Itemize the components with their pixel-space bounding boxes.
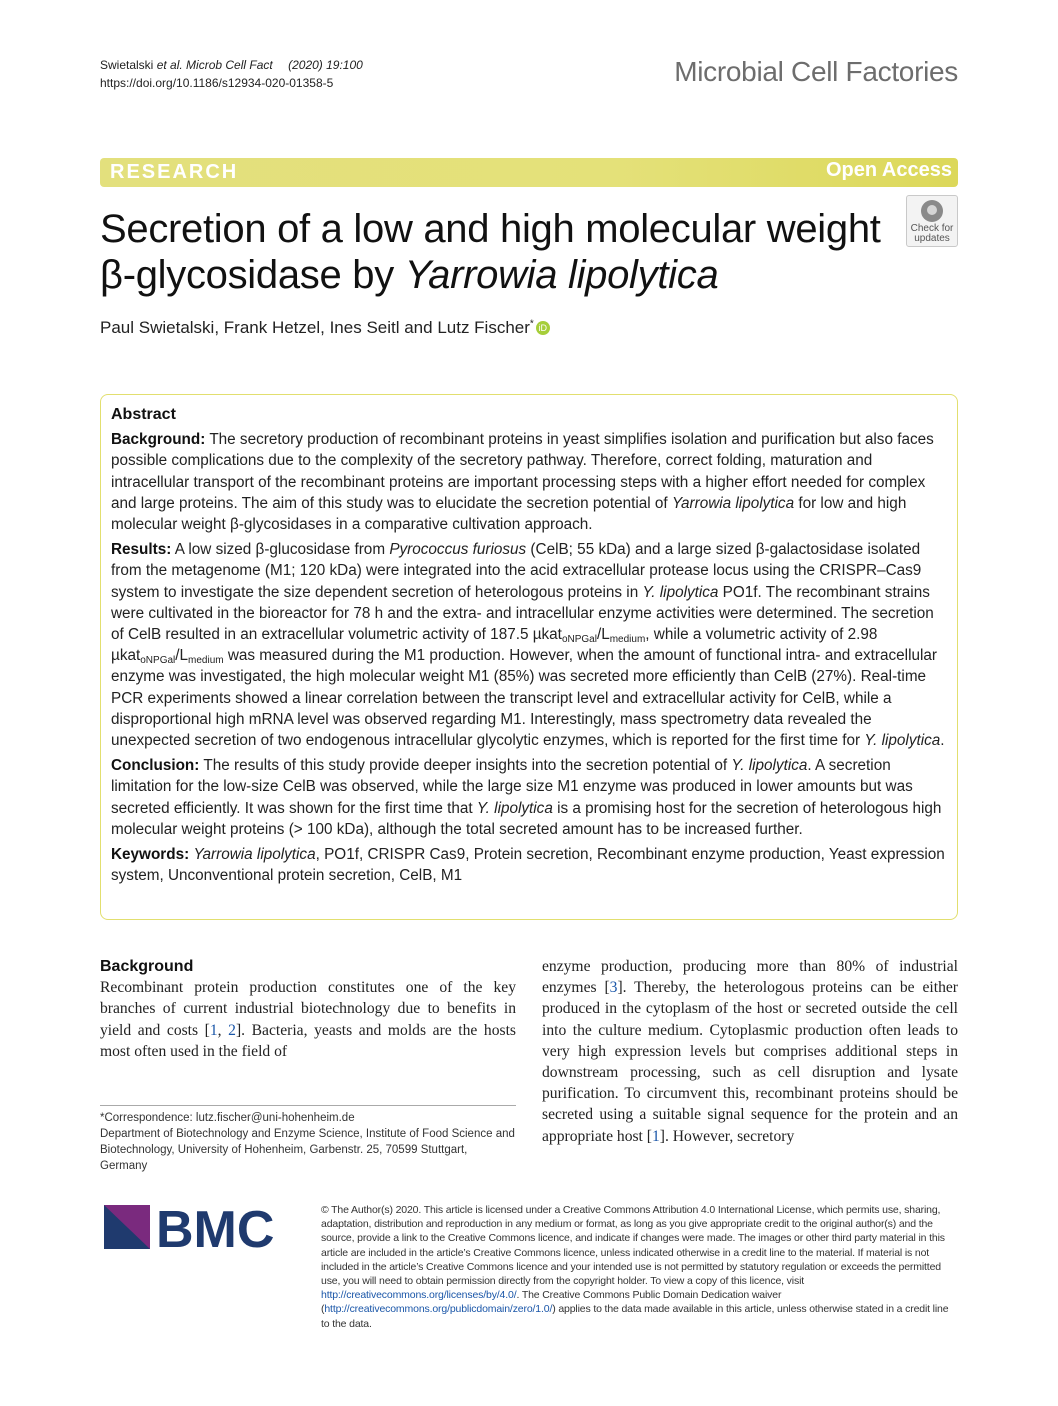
background-species: Yarrowia lipolytica (671, 494, 795, 512)
title-text: Secretion of a low and high molecular weight β-glycosidase by (100, 207, 881, 297)
body-text: enzyme production, producing more than 80% of industrial enzymes [ (542, 958, 958, 997)
results-species-2: Y. lipolytica (642, 583, 719, 601)
keywords-species: Yarrowia lipolytica (193, 846, 316, 864)
check-for-updates-button[interactable] (906, 195, 958, 247)
doi-link[interactable]: https://doi.org/10.1186/s12934-020-01358-5 (100, 76, 334, 90)
results-text-4: , while a volumetric activity of 2.98 µkat (111, 626, 878, 665)
body-text: , (217, 1021, 229, 1039)
results-text-end: . (940, 732, 945, 750)
body-text: ]. Thereby, the heterologous proteins can be either produced in the cytoplasm of the host or secreted outside the cell into the culture medium. Cytoplasmic production often leads to very high expression levels but comprises additional steps in downstream processing, such as cell disruption and lysate purification. To circumvent this, recombinant proteins should be secreted using a suitable signal sequence for the protein and an appropriate host [ (542, 979, 958, 1145)
article-type-banner (100, 158, 958, 187)
abstract-keywords (111, 844, 947, 886)
background-text: The secretory production of recombinant proteins in yeast simplifies isolation and purification but also faces possible complications due to the complexity of the secretory pathway. Therefore, correct folding, maturation and intracellular transport of the recombinant proteins are important processing steps with a higher effort needed for complex and large proteins. The aim of this study was to elucidate the secretion potential of (111, 431, 934, 512)
conclusion-species-1: Y. lipolytica (731, 757, 808, 775)
title-species: Yarrowia lipolytica (404, 253, 719, 297)
authors-text: Paul Swietalski, Frank Hetzel, Ines Seitl and Lutz Fischer (100, 318, 530, 337)
bmc-logo (104, 1203, 294, 1249)
results-species-1: Pyrococcus furiosus (389, 541, 527, 559)
citation-journal: et al. Microb Cell Fact (156, 58, 273, 72)
citation-ref[interactable]: 3 (609, 979, 618, 997)
license-statement (321, 1203, 958, 1331)
citation-year-volume: (2020) 19:100 (288, 58, 363, 72)
affiliation: Department of Biotechnology and Enzyme Science, Institute of Food Science and Biotechnology, University of Hohenheim, Garbenstr. 25, 70599 Stuttgart, Germany (100, 1128, 515, 1172)
body-text: Recombinant protein production constitutes one of the key branches of current industrial biotechnology due to benefits in yield and costs [ (100, 979, 516, 1039)
conclusion-text-end: is a promising host for the secretion of heterologous high molecular weight proteins (> 100 kDa), although the total secreted amount has to be increased further. (111, 799, 942, 838)
abstract-background (111, 429, 947, 535)
results-species-3: Y. lipolytica (864, 732, 941, 750)
results-text-3: PO1f. The recombinant strains were cultivated in the bioreactor for 78 h and the extra- and intracellular enzyme activities were determined. The secretion of CelB resulted in an extracellular volumetric activity of 187.5 µkat (111, 583, 934, 644)
unit-subscript: oNPGal (561, 634, 597, 646)
body-text: ]. However, secretory (659, 1127, 795, 1145)
body-column-left (100, 956, 516, 1062)
update-icon (921, 200, 943, 222)
conclusion-species-2: Y. lipolytica (476, 799, 553, 817)
conclusion-label: Conclusion: (111, 757, 200, 775)
conclusion-text: The results of this study provide deeper insights into the secretion potential of (203, 757, 732, 775)
article-title (100, 206, 890, 298)
background-text-end: for low and high molecular weight β-glycosidases in a comparative cultivation approach. (111, 494, 907, 534)
open-access-label: Open Access (826, 159, 952, 181)
update-badge-line1: Check for (910, 223, 954, 234)
abstract-results (111, 539, 947, 751)
results-label: Results: (111, 541, 172, 559)
background-label: Background: (111, 431, 206, 449)
license-text: . The Creative Commons Public Domain Dedication waiver ( (321, 1289, 782, 1316)
results-text-5: was measured during the M1 production. However, when the amount of functional intra- and extracellular enzyme was investigated, the high molecular weight M1 (85%) was secreted more efficiently than CelB (27%). Real-time PCR experiments showed a linear correlation between the transcript level and extracellular activity for CelB, while a disproportional high mRNA level was observed regarding M1. Interestingly, mass spectrometry data revealed the unexpected secretion of two endogenous intracellular glycolytic enzymes, which is reported for the first time for (111, 647, 937, 750)
license-text: © The Author(s) 2020. This article is licensed under a Creative Commons Attribution 4.0 International License, which permits use, sharing, adaptation, distribution and reproduction in any medium or format, as long as you give appropriate credit to the original author(s) and the source, provide a link to the Creative Commons licence, and indicate if changes were made. The images or other third party material in this article are included in the article’s Creative Commons licence, unless indicated otherwise in a credit line to the material. If material is not included in the article’s Creative Commons licence and your intended use is not permitted by statutory regulation or exceeds the permitted use, you will need to obtain permission directly from the copyright holder. To view a copy of this licence, visit (321, 1204, 945, 1288)
correspondence-email: *Correspondence: lutz.fischer@uni-hohenheim.de (100, 1112, 355, 1124)
license-link[interactable]: http://creativecommons.org/licenses/by/4.0/ (321, 1289, 517, 1302)
body-text: ]. Bacteria, yeasts and molds are the hosts most often used in the field of (100, 1021, 516, 1060)
unit-subscript: medium (188, 655, 224, 667)
keywords-text: , PO1f, CRISPR Cas9, Protein secretion, Recombinant enzyme production, Yeast expression system, Unconventional protein secretion, CelB, M1 (111, 846, 945, 885)
unit-subscript: medium (609, 634, 646, 646)
journal-name: Microbial Cell Factories (674, 56, 958, 87)
section-heading-background: Background (100, 958, 194, 975)
body-column-right (542, 956, 958, 1147)
results-text: A low sized β-glucosidase from (174, 541, 390, 559)
unit-subscript: oNPGal (140, 655, 176, 667)
keywords-label: Keywords: (111, 846, 190, 864)
corresponding-mark: * (529, 318, 534, 330)
unit-slash: /L (175, 647, 189, 665)
citation-line (100, 58, 363, 72)
correspondence-footnote (100, 1105, 516, 1174)
results-text-2: (CelB; 55 kDa) and a large sized β-galactosidase isolated from the metagenome (M1; 120 kDa) were integrated into the acid extracellular protease locus using the CRISPR–Cas9 system to investigate the size dependent secretion of heterologous proteins in (111, 541, 922, 601)
citation-ref[interactable]: 1 (209, 1021, 218, 1039)
bmc-logo-text: BMC (156, 1203, 275, 1249)
license-text: ) applies to the data made available in this article, unless otherwise stated in a credit line to the data. (321, 1303, 949, 1330)
public-domain-link[interactable]: http://creativecommons.org/publicdomain/zero/1.0/ (324, 1303, 553, 1316)
abstract-heading: Abstract (111, 406, 176, 423)
abstract-conclusion (111, 755, 947, 840)
bmc-logo-mark (104, 1203, 294, 1249)
author-list (100, 318, 550, 338)
article-type-label: RESEARCH (110, 161, 239, 183)
abstract-box (100, 394, 958, 920)
update-badge-line2: updates (914, 233, 950, 244)
unit-slash: /L (596, 626, 610, 644)
citation-ref[interactable]: 1 (652, 1127, 660, 1145)
conclusion-text-2: . A secretion limitation for the low-size CelB was observed, while the large size M1 enzyme was produced in lower amounts but was secreted efficiently. It was shown for the first time that (111, 757, 913, 817)
citation-ref[interactable]: 2 (228, 1021, 236, 1039)
citation-authors: Swietalski (100, 58, 154, 72)
orcid-icon[interactable]: iD (536, 321, 550, 335)
